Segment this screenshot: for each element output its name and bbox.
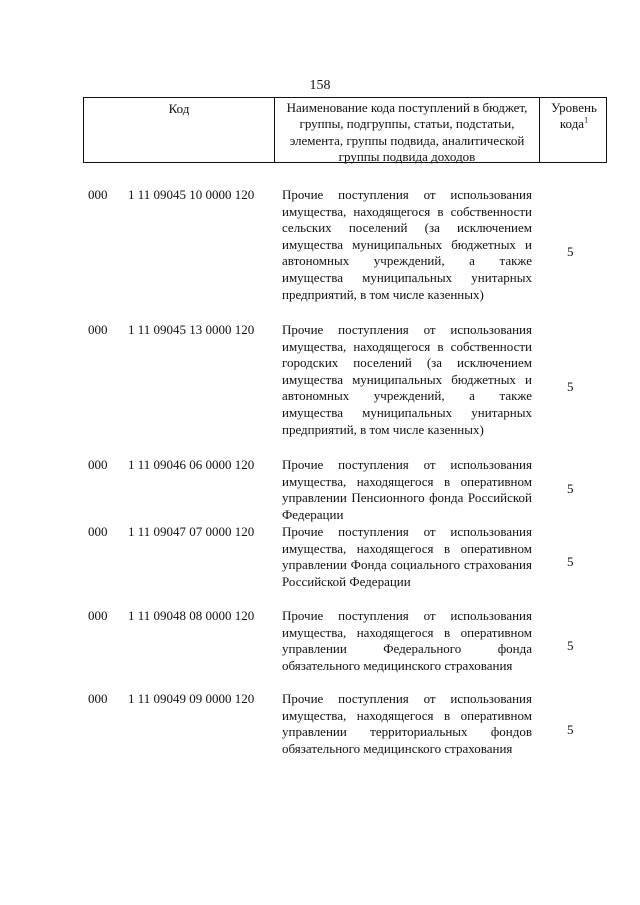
row-code: 1 11 09047 07 0000 120 [128,524,255,539]
row-level: 5 [567,722,574,737]
row-name: Прочие поступления от использования имущества, находящегося в оперативном управлении Фонда социального страхования Российской Федерации [282,524,532,589]
header-level-footnote: 1 [584,116,589,126]
row-level: 5 [567,554,574,569]
row-level: 5 [567,481,574,496]
row-level: 5 [567,379,574,394]
row-name: Прочие поступления от использования имущества, находящегося в собственности городских поселений (за исключением имущества муниципальных бюджетных и автономных учреждений, а также имущества муниципальных унитарных предприятий, в том числе казенных) [282,322,532,437]
header-level-label: Уровень кода [551,100,597,132]
row-code: 1 11 09049 09 0000 120 [128,691,255,706]
row-prefix: 000 [88,187,108,202]
row-name: Прочие поступления от использования имущества, находящегося в оперативном управлении Пенсионного фонда Российской Федерации [282,457,532,522]
table-header [83,97,607,163]
row-level: 5 [567,638,574,653]
header-code: Код [84,98,275,162]
row-prefix: 000 [88,457,108,472]
row-name: Прочие поступления от использования имущества, находящегося в оперативном управлении территориальных фондов обязательного медицинского страхования [282,691,532,756]
row-code: 1 11 09048 08 0000 120 [128,608,255,623]
row-level: 5 [567,244,574,259]
row-prefix: 000 [88,322,108,337]
row-name: Прочие поступления от использования имущества, находящегося в собственности сельских поселений (за исключением имущества муниципальных бюджетных и автономных учреждений, а также имущества муниципальных унитарных предприятий, в том числе казенных) [282,187,532,302]
row-prefix: 000 [88,691,108,706]
row-code: 1 11 09046 06 0000 120 [128,457,255,472]
page-number: 158 [309,78,331,93]
row-name: Прочие поступления от использования имущества, находящегося в оперативном управлении Федерального фонда обязательного медицинского страхования [282,608,532,673]
row-prefix: 000 [88,524,108,539]
row-code: 1 11 09045 10 0000 120 [128,187,255,202]
row-prefix: 000 [88,608,108,623]
row-code: 1 11 09045 13 0000 120 [128,322,255,337]
header-level [540,98,608,162]
header-name: Наименование кода поступлений в бюджет, группы, подгруппы, статьи, подстатьи, элемента, группы подвида, аналитической группы подвида доходов [275,98,540,162]
